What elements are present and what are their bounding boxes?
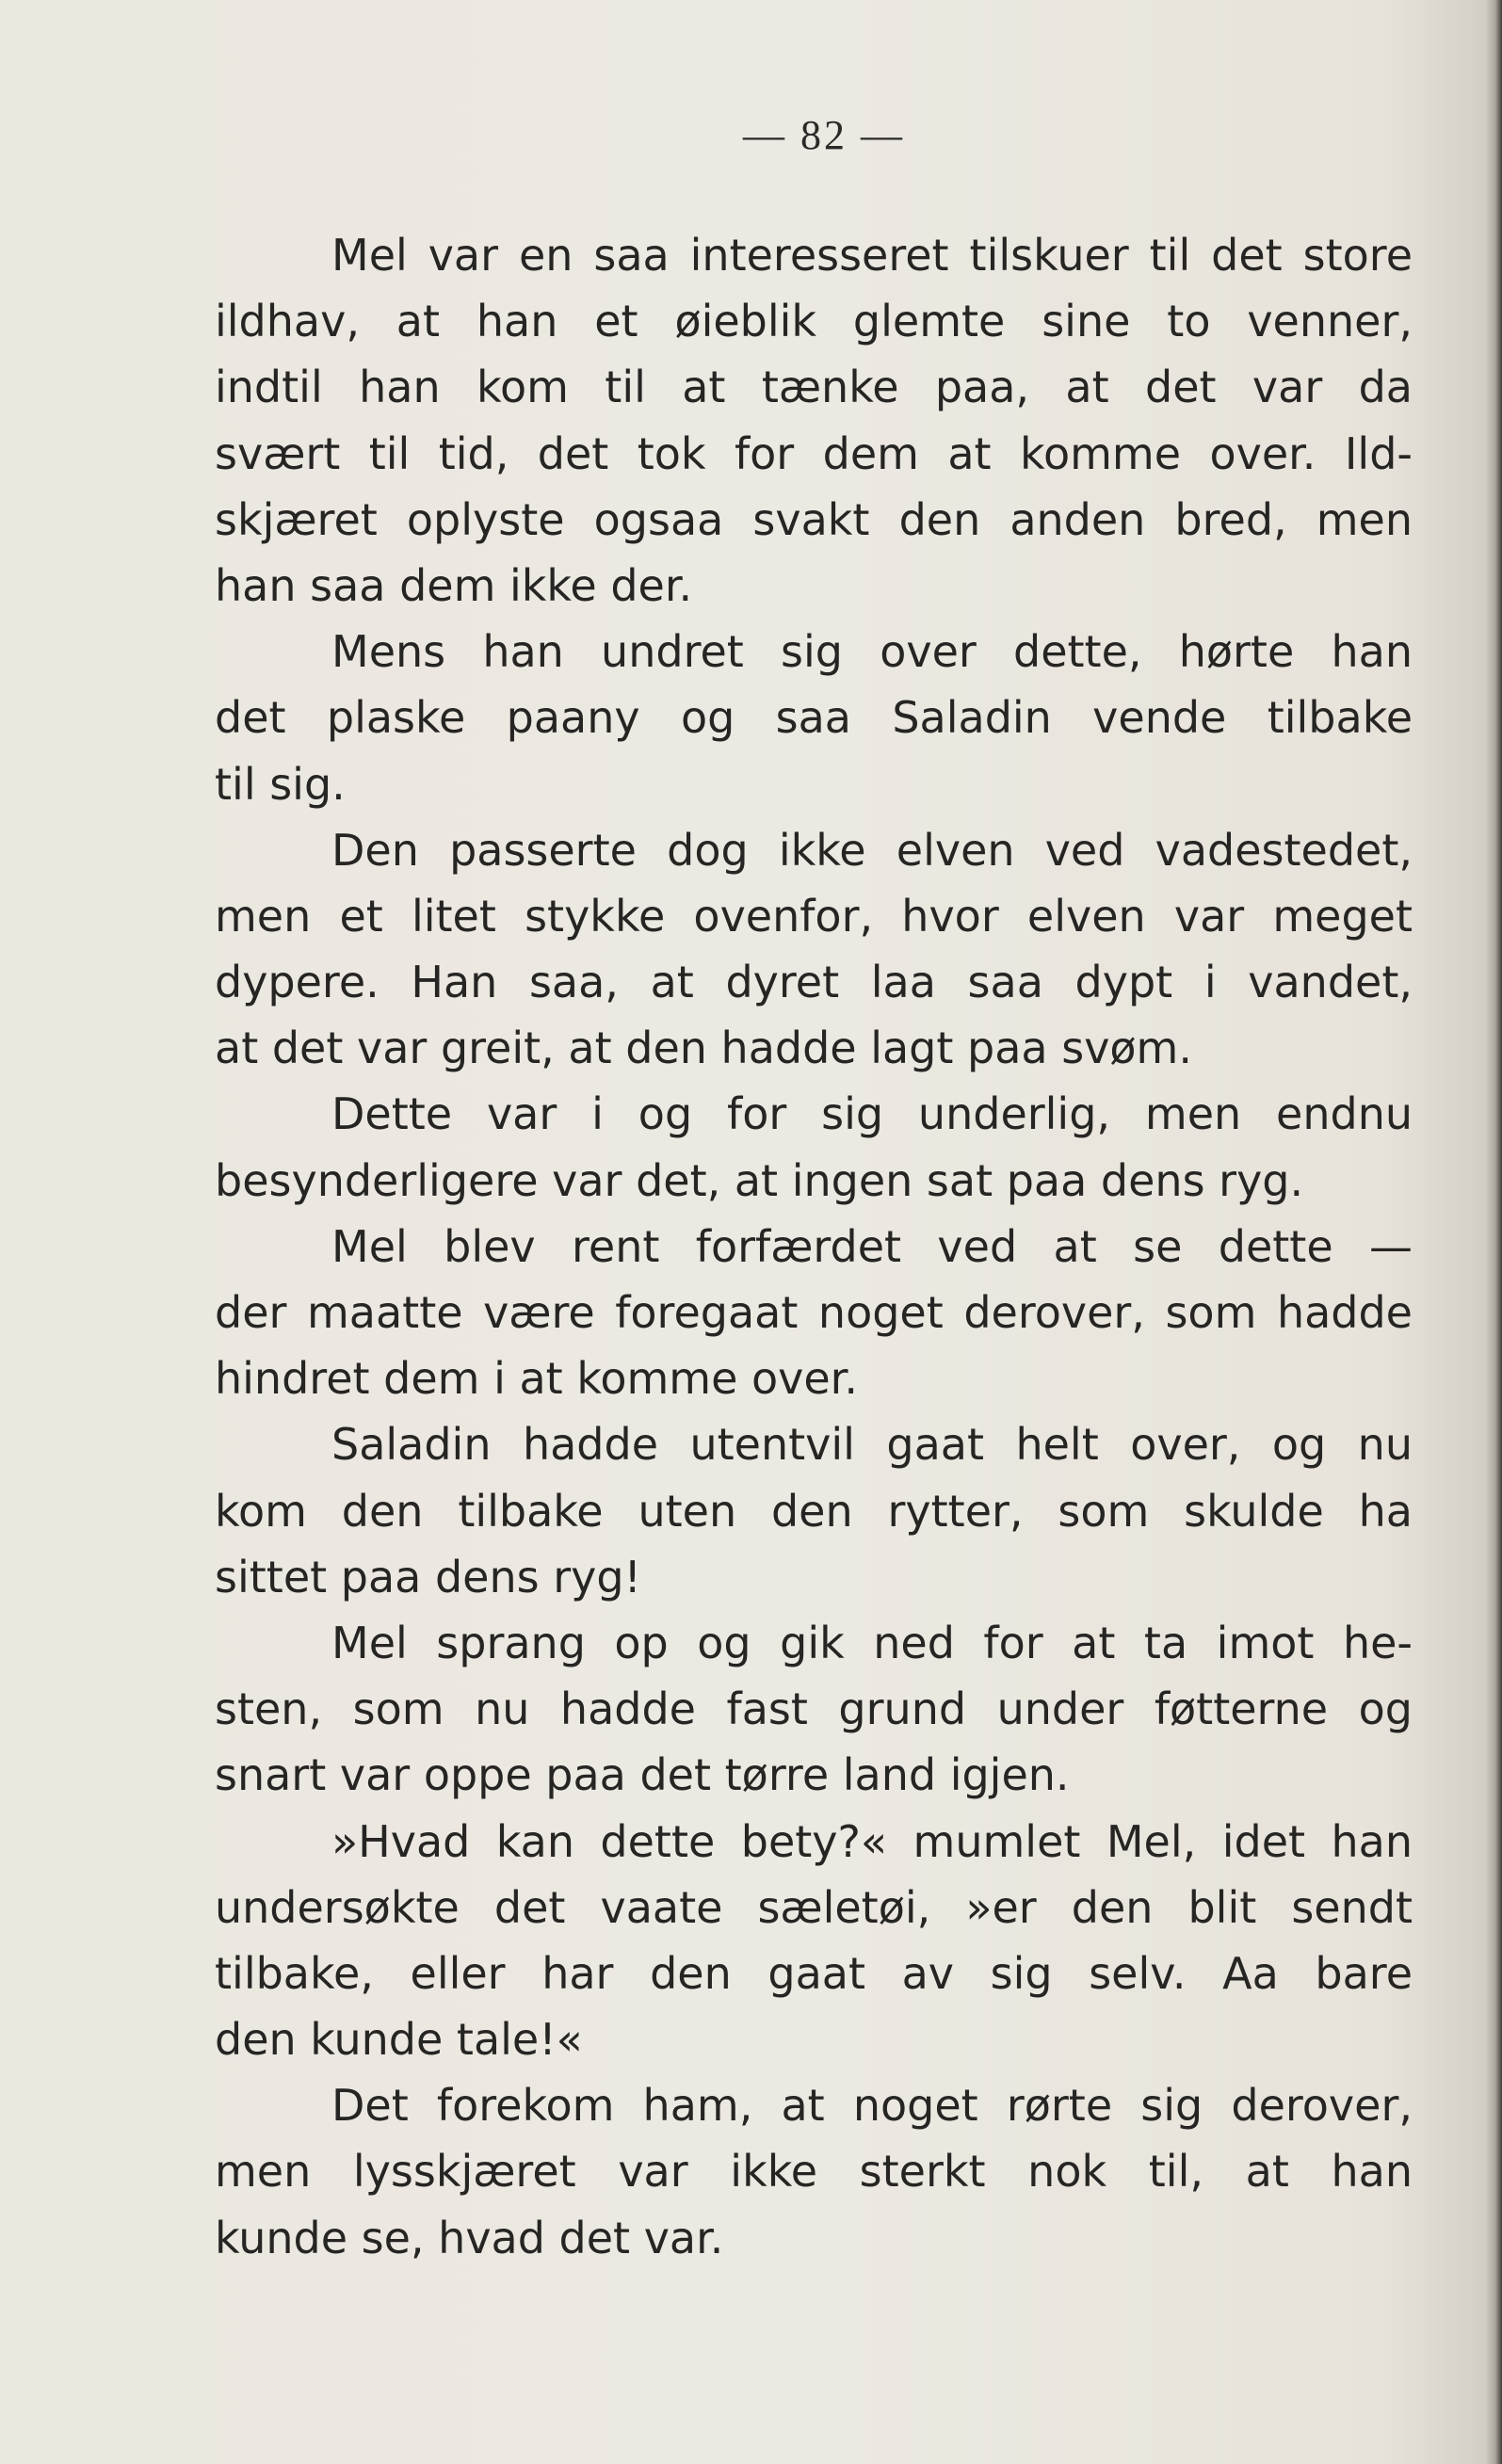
text-line: Mel blev rent forfærdet ved at se dette —: [331, 1220, 1413, 1272]
page-number: — 82 —: [743, 112, 905, 158]
text-line: dypere. Han saa, at dyret laa saa dypt i vandet,: [215, 957, 1413, 1008]
text-line: besynderligere var det, at ingen sat paa dens ryg.: [215, 1154, 1304, 1206]
text-line: Dette var i og for sig underlig, men endnu: [331, 1088, 1413, 1140]
text-line: tilbake, eller har den gaat av sig selv. Aa bare: [215, 1947, 1413, 1999]
text-line: Saladin hadde utentvil gaat helt over, og nu: [331, 1419, 1413, 1471]
text-line: han saa dem ikke der.: [215, 559, 693, 611]
text-line: sittet paa dens ryg!: [215, 1551, 641, 1602]
text-line: men et litet stykke ovenfor, hvor elven var meget: [215, 890, 1413, 942]
text-line: indtil han kom til at tænke paa, at det var da: [215, 362, 1413, 413]
text-line: at det var greit, at den hadde lagt paa svøm.: [215, 1023, 1192, 1074]
text-line: Mel var en saa interesseret tilskuer til det store: [331, 230, 1413, 281]
text-line: Mens han undret sig over dette, hørte han: [331, 626, 1413, 678]
page-edge-shadow: [1485, 0, 1502, 2464]
text-line: skjæret oplyste ogsaa svakt den anden bred, men: [215, 493, 1413, 545]
text-line: kom den tilbake uten den rytter, som skulde ha: [215, 1485, 1413, 1537]
text-line: undersøkte det vaate sæletøi, »er den blit sendt: [215, 1881, 1413, 1933]
text-line: den kunde tale!«: [215, 2014, 583, 2066]
text-line: snart var oppe paa det tørre land igjen.: [215, 1749, 1070, 1801]
text-line: der maatte være foregaat noget derover, som hadde: [215, 1287, 1413, 1338]
text-line: hindret dem i at komme over.: [215, 1353, 858, 1405]
text-line: Den passerte dog ikke elven ved vadestedet,: [331, 824, 1413, 876]
text-line: »Hvad kan dette bety?« mumlet Mel, idet han: [331, 1815, 1413, 1867]
text-line: svært til tid, det tok for dem at komme over. Ild-: [215, 427, 1413, 479]
text-line: det plaske paany og saa Saladin vende tilbake: [215, 692, 1413, 744]
text-line: kunde se, hvad det var.: [215, 2212, 724, 2263]
text-line: ildhav, at han et øieblik glemte sine to venner,: [215, 296, 1413, 347]
text-line: Det forekom ham, at noget rørte sig derover,: [331, 2080, 1413, 2132]
text-line: til sig.: [215, 758, 346, 810]
text-line: men lysskjæret var ikke sterkt nok til, at han: [215, 2146, 1413, 2198]
body-text: [215, 222, 1413, 2271]
text-line: Mel sprang op og gik ned for at ta imot he-: [331, 1617, 1413, 1668]
text-line: sten, som nu hadde fast grund under føtterne og: [215, 1683, 1413, 1735]
